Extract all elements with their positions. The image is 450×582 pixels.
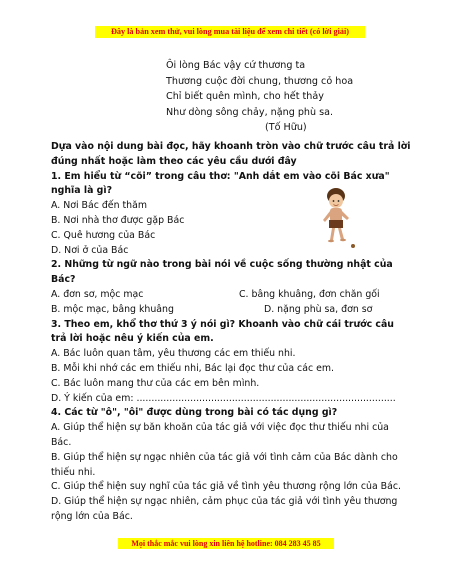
q2-options-row-2 — [51, 303, 411, 318]
q1-option-a[interactable]: A. Nơi Bác đến thăm — [51, 200, 147, 212]
q4-option-d[interactable]: D. Giúp thể hiện sự ngạc nhiên, cảm phục của tác giả với tình yêu thương rộng lớn của Bác. — [51, 496, 398, 522]
q3-option-b[interactable]: B. Mỗi khi nhớ các em thiếu nhi, Bác lại đọc thư của các em. — [51, 362, 334, 374]
q2-option-a[interactable]: A. đơn sơ, mộc mạc — [51, 288, 144, 300]
poem-line: Ôi lòng Bác vậy cứ thương ta — [166, 60, 306, 71]
q3-option-d[interactable]: D. Ý kiến của em: ....................................................................................... — [51, 392, 396, 404]
q1-option-d[interactable]: D. Nơi ở của Bác — [51, 244, 129, 256]
q3-option-c[interactable]: C. Bác luôn mang thư của các em bên mình. — [51, 377, 260, 389]
q2-option-c[interactable]: C. bâng khuâng, đơn chăn gối — [239, 288, 380, 300]
hotline-footer: Mọi thắc mắc vui lòng xin liên hệ hotline: 084 283 45 85 — [118, 538, 334, 549]
q1-option-c[interactable]: C. Quê hương của Bác — [51, 229, 156, 241]
instruction-text: Dựa vào nội dung bài đọc, hãy khoanh tròn vào chữ trước câu trả lời đúng nhất hoặc làm theo các yêu cầu dưới đây — [51, 141, 411, 167]
question-4: 4. Các từ "ô", "ôi" được dùng trong bài có tác dụng gì? — [51, 407, 338, 419]
boy-figure-icon — [314, 185, 358, 250]
q4-option-c[interactable]: C. Giúp thể hiện suy nghĩ của tác giả về tình yêu thương rộng lớn của Bác. — [51, 481, 401, 493]
question-1: 1. Em hiểu từ “cõi” trong câu thơ: "Anh dắt em vào cõi Bác xưa" nghĩa là gì? — [51, 170, 390, 197]
q2-options-row-1 — [51, 288, 411, 303]
question-3: 3. Theo em, khổ thơ thứ 3 ý nói gì? Khoanh vào chữ cái trước câu trả lời hoặc nêu ý kiến của em. — [51, 318, 394, 345]
q3-option-a[interactable]: A. Bác luôn quan tâm, yêu thương các em thiếu nhi. — [51, 348, 296, 360]
q4-option-b[interactable]: B. Giúp thể hiện sự ngạc nhiên của tác giả với tình cảm của Bác dành cho thiếu nhi. — [51, 451, 398, 478]
poem-stanza — [166, 58, 353, 136]
poem-line: Như dòng sông chảy, nặng phù sa. — [166, 106, 334, 118]
poem-author: (Tố Hữu) — [265, 122, 307, 134]
q1-option-b[interactable]: B. Nơi nhà thơ được gặp Bác — [51, 214, 185, 226]
q2-option-d[interactable]: D. nặng phù sa, đơn sơ — [264, 303, 373, 315]
q2-option-b[interactable]: B. mộc mạc, bâng khuâng — [51, 303, 174, 315]
question-2: 2. Những từ ngữ nào trong bài nói về cuộc sống thường nhật của Bác? — [51, 259, 393, 286]
preview-notice-banner: Đây là bản xem thử, vui lòng mua tài liệu để xem chi tiết (có lời giải) — [95, 26, 365, 38]
poem-line: Thương cuộc đời chung, thương cỏ hoa — [166, 75, 354, 87]
q4-option-a[interactable]: A. Giúp thể hiện sự băn khoăn của tác giả với việc đọc thư thiếu nhi của Bác. — [51, 422, 389, 448]
poem-line: Chỉ biết quên mình, cho hết thảy — [166, 91, 324, 103]
